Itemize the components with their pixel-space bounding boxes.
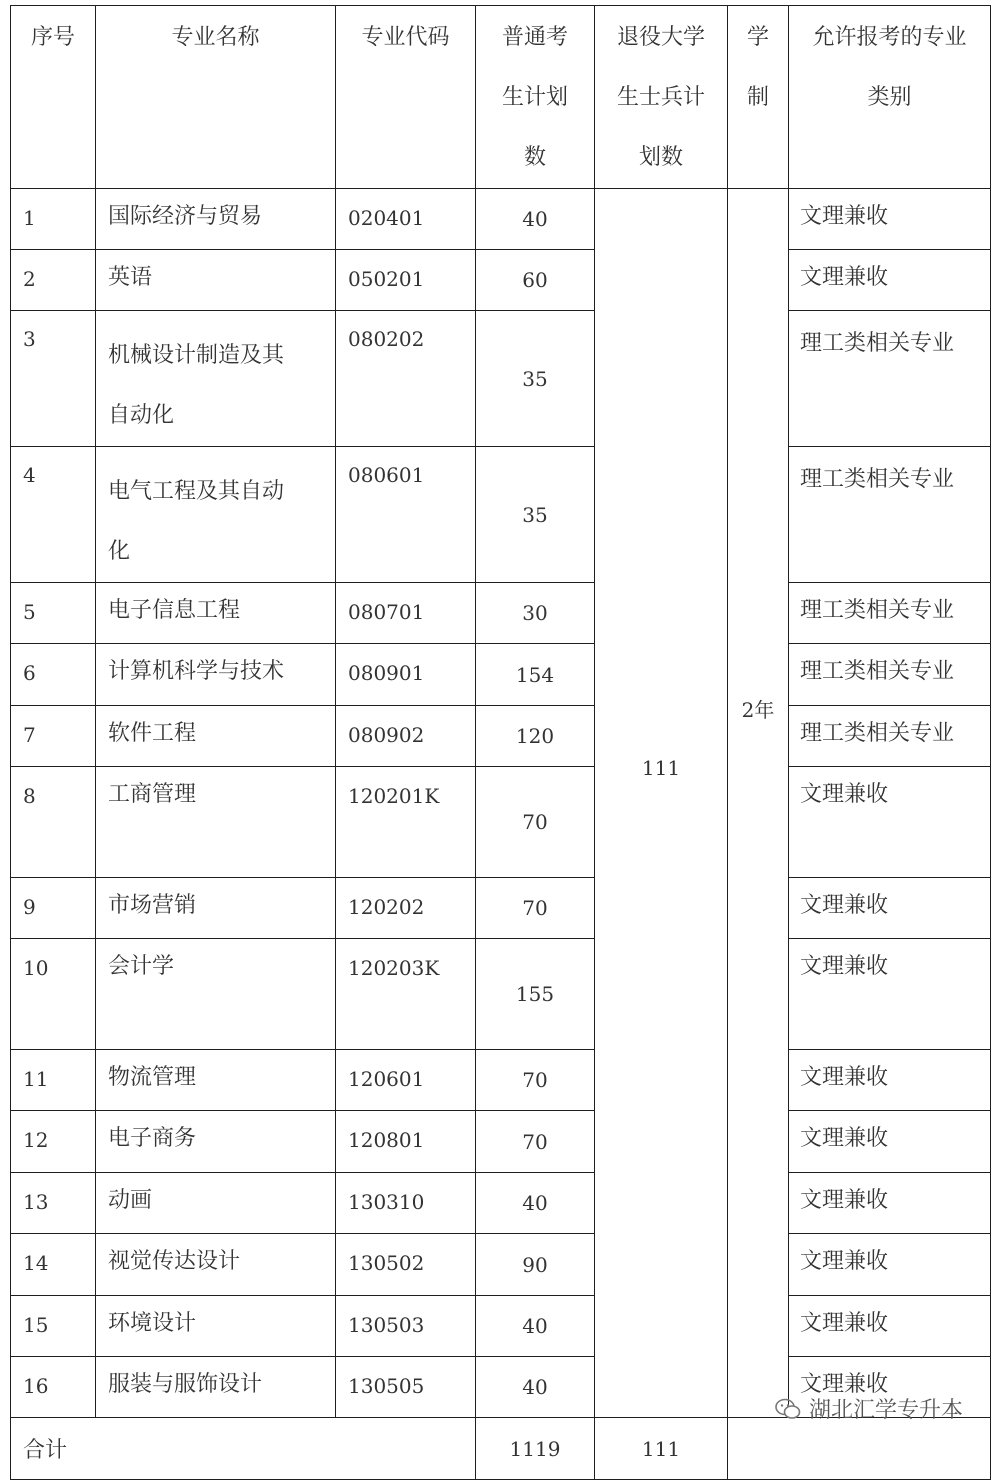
table-row	[11, 644, 991, 706]
cell-allowed-type: 文理兼收	[789, 767, 991, 878]
cell-no: 10	[11, 939, 96, 1050]
cell-regular-plan: 30	[476, 583, 595, 644]
table-row	[11, 767, 991, 878]
wechat-icon	[775, 1398, 801, 1420]
cell-allowed-type: 理工类相关专业	[789, 644, 991, 706]
cell-allowed-type: 文理兼收	[789, 189, 991, 250]
cell-name: 国际经济与贸易	[96, 189, 336, 250]
cell-regular-plan: 70	[476, 1050, 595, 1111]
cell-duration: 2年	[728, 189, 789, 1418]
table-row	[11, 878, 991, 939]
cell-allowed-type: 理工类相关专业	[789, 706, 991, 767]
cell-regular-plan: 60	[476, 250, 595, 311]
cell-allowed-type: 文理兼收	[789, 878, 991, 939]
cell-allowed-type: 文理兼收	[789, 939, 991, 1050]
table-row	[11, 1234, 991, 1296]
cell-no: 11	[11, 1050, 96, 1111]
cell-regular-plan: 70	[476, 878, 595, 939]
cell-code: 130310	[336, 1173, 476, 1234]
cell-name: 电子商务	[96, 1111, 336, 1173]
cell-code: 120202	[336, 878, 476, 939]
cell-code: 120201K	[336, 767, 476, 878]
cell-no: 3	[11, 311, 96, 447]
cell-regular-plan: 155	[476, 939, 595, 1050]
cell-no: 4	[11, 447, 96, 583]
cell-regular-plan: 40	[476, 1296, 595, 1357]
cell-no: 16	[11, 1357, 96, 1418]
table-row	[11, 189, 991, 250]
table-row	[11, 1173, 991, 1234]
cell-code: 130505	[336, 1357, 476, 1418]
cell-name: 工商管理	[96, 767, 336, 878]
table-row	[11, 250, 991, 311]
total-label: 合计	[11, 1418, 476, 1480]
table-row	[11, 447, 991, 583]
cell-regular-plan: 90	[476, 1234, 595, 1296]
cell-no: 15	[11, 1296, 96, 1357]
cell-regular-plan: 120	[476, 706, 595, 767]
cell-name: 机械设计制造及其 自动化	[96, 311, 336, 447]
cell-name: 英语	[96, 250, 336, 311]
cell-no: 7	[11, 706, 96, 767]
header-code: 专业代码	[336, 6, 476, 189]
cell-no: 2	[11, 250, 96, 311]
total-veteran: 111	[595, 1418, 728, 1480]
cell-allowed-type: 文理兼收	[789, 1173, 991, 1234]
cell-name: 电气工程及其自动 化	[96, 447, 336, 583]
cell-regular-plan: 70	[476, 1111, 595, 1173]
cell-regular-plan: 40	[476, 1173, 595, 1234]
watermark	[775, 1393, 963, 1424]
header-name: 专业名称	[96, 6, 336, 189]
cell-code: 080601	[336, 447, 476, 583]
cell-code: 080901	[336, 644, 476, 706]
cell-allowed-type: 文理兼收	[789, 1357, 991, 1418]
cell-no: 12	[11, 1111, 96, 1173]
cell-regular-plan: 35	[476, 311, 595, 447]
cell-no: 9	[11, 878, 96, 939]
header-duration: 学 制	[728, 6, 789, 189]
cell-allowed-type: 理工类相关专业	[789, 583, 991, 644]
cell-name: 视觉传达设计	[96, 1234, 336, 1296]
cell-name: 动画	[96, 1173, 336, 1234]
cell-code: 120601	[336, 1050, 476, 1111]
watermark-text: 湖北汇学专升本	[808, 1398, 963, 1423]
cell-no: 8	[11, 767, 96, 878]
cell-allowed-type: 文理兼收	[789, 250, 991, 311]
cell-code: 130503	[336, 1296, 476, 1357]
cell-regular-plan: 154	[476, 644, 595, 706]
header-regular-plan: 普通考 生计划 数	[476, 6, 595, 189]
header-allowed-type: 允许报考的专业 类别	[789, 6, 991, 189]
total-row	[11, 1418, 991, 1480]
cell-name: 软件工程	[96, 706, 336, 767]
table-row	[11, 1296, 991, 1357]
cell-code: 080202	[336, 311, 476, 447]
cell-name: 市场营销	[96, 878, 336, 939]
cell-no: 14	[11, 1234, 96, 1296]
cell-no: 13	[11, 1173, 96, 1234]
cell-code: 130502	[336, 1234, 476, 1296]
cell-name: 环境设计	[96, 1296, 336, 1357]
cell-name: 计算机科学与技术	[96, 644, 336, 706]
cell-no: 1	[11, 189, 96, 250]
cell-allowed-type: 理工类相关专业	[789, 447, 991, 583]
cell-no: 5	[11, 583, 96, 644]
total-regular: 1119	[476, 1418, 595, 1480]
cell-code: 020401	[336, 189, 476, 250]
cell-regular-plan: 35	[476, 447, 595, 583]
cell-regular-plan: 40	[476, 1357, 595, 1418]
cell-code: 120801	[336, 1111, 476, 1173]
header-row	[11, 6, 991, 189]
cell-name: 电子信息工程	[96, 583, 336, 644]
cell-no: 6	[11, 644, 96, 706]
cell-code: 080902	[336, 706, 476, 767]
header-no: 序号	[11, 6, 96, 189]
cell-code: 080701	[336, 583, 476, 644]
table-row	[11, 583, 991, 644]
cell-regular-plan: 40	[476, 189, 595, 250]
cell-code: 050201	[336, 250, 476, 311]
table-row	[11, 706, 991, 767]
cell-allowed-type: 文理兼收	[789, 1050, 991, 1111]
table-row	[11, 1050, 991, 1111]
cell-allowed-type: 文理兼收	[789, 1296, 991, 1357]
cell-name: 物流管理	[96, 1050, 336, 1111]
cell-allowed-type: 理工类相关专业	[789, 311, 991, 447]
cell-code: 120203K	[336, 939, 476, 1050]
cell-allowed-type: 文理兼收	[789, 1111, 991, 1173]
cell-veteran-plan: 111	[595, 189, 728, 1418]
total-empty	[728, 1418, 991, 1480]
cell-name: 会计学	[96, 939, 336, 1050]
enrollment-plan-table	[10, 5, 991, 1480]
table-row	[11, 939, 991, 1050]
table-row	[11, 311, 991, 447]
cell-regular-plan: 70	[476, 767, 595, 878]
cell-name: 服装与服饰设计	[96, 1357, 336, 1418]
table-row	[11, 1111, 991, 1173]
cell-allowed-type: 文理兼收	[789, 1234, 991, 1296]
header-veteran-plan: 退役大学 生士兵计 划数	[595, 6, 728, 189]
